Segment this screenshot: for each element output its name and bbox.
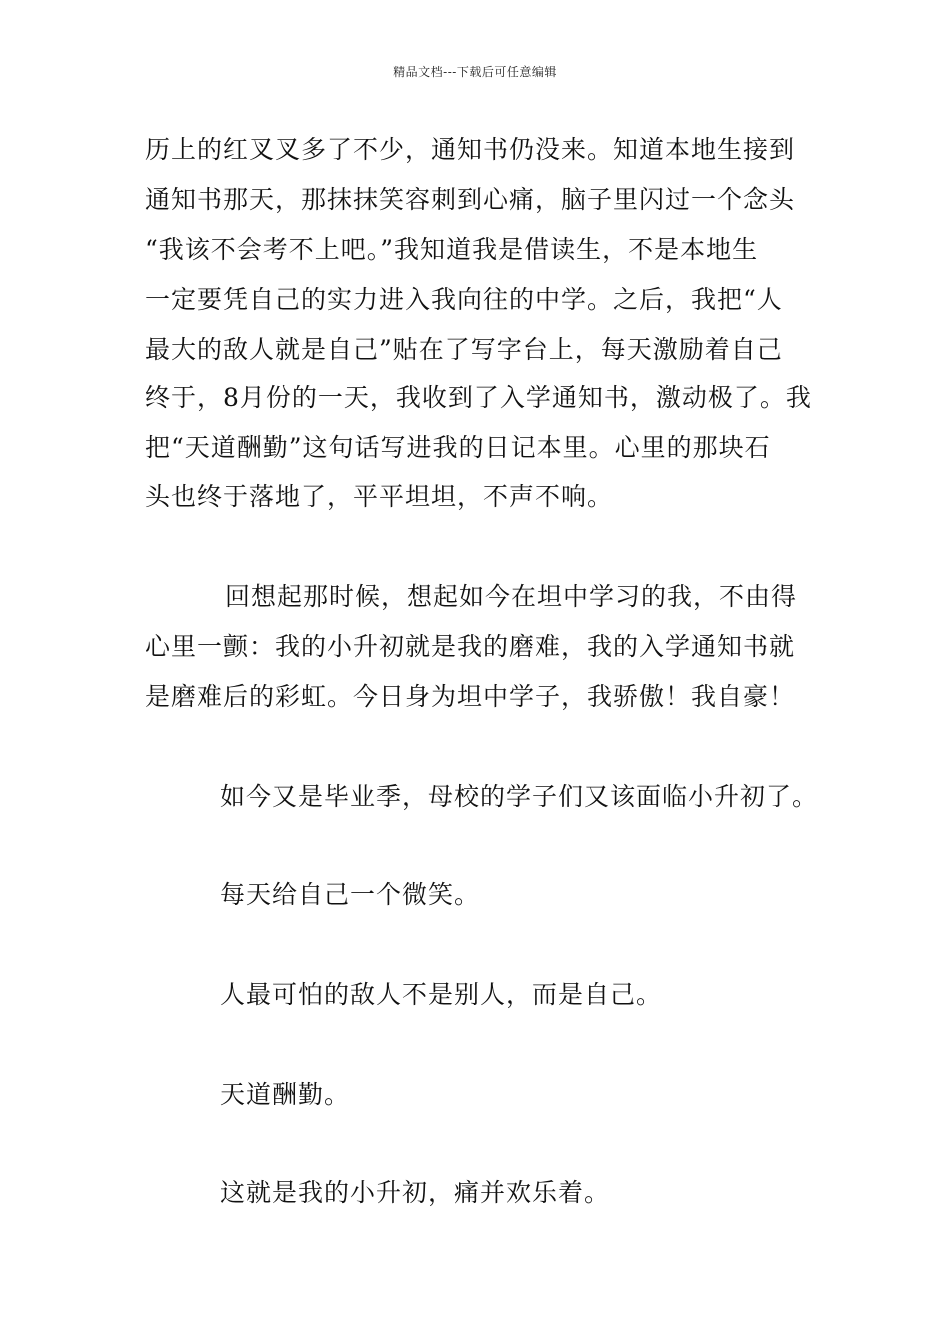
- text-line: 一定要凭自己的实力进入我向往的中学。之后，我把“人: [145, 285, 783, 314]
- text-line: 通知书那天，那抹抹笑容刺到心痛，脑子里闪过一个念头: [145, 185, 796, 214]
- text-line: 最大的敌人就是自己”贴在了写字台上，每天激励着自己: [145, 335, 783, 364]
- text-line: 是磨难后的彩虹。今日身为坦中学子，我骄傲！我自豪！: [145, 682, 796, 711]
- text-line: 把“天道酬勤”这句话写进我的日记本里。心里的那块石: [145, 433, 771, 462]
- text-line: 如今又是毕业季，母校的学子们又该面临小升初了。: [220, 782, 819, 811]
- text-line: 回想起那时候，想起如今在坦中学习的我，不由得: [225, 582, 798, 611]
- text-line: 天道酬勤。: [220, 1080, 351, 1109]
- text-line: “我该不会考不上吧。”我知道我是借读生，不是本地生: [145, 235, 759, 264]
- text-line: 心里一颤：我的小升初就是我的磨难，我的入学通知书就: [145, 632, 796, 661]
- text-line: 头也终于落地了，平平坦坦，不声不响。: [145, 482, 614, 511]
- text-line: 历上的红叉叉多了不少，通知书仍没来。知道本地生接到: [145, 135, 796, 164]
- page-header: 精品文档---下载后可任意编辑: [393, 65, 557, 79]
- text-line: 人最可怕的敌人不是别人，而是自己。: [220, 980, 663, 1009]
- text-line: 每天给自己一个微笑。: [220, 880, 481, 909]
- text-line: 这就是我的小升初，痛并欢乐着。: [220, 1178, 611, 1207]
- text-line: 终于，8月份的一天，我收到了入学通知书，激动极了。我: [145, 383, 812, 412]
